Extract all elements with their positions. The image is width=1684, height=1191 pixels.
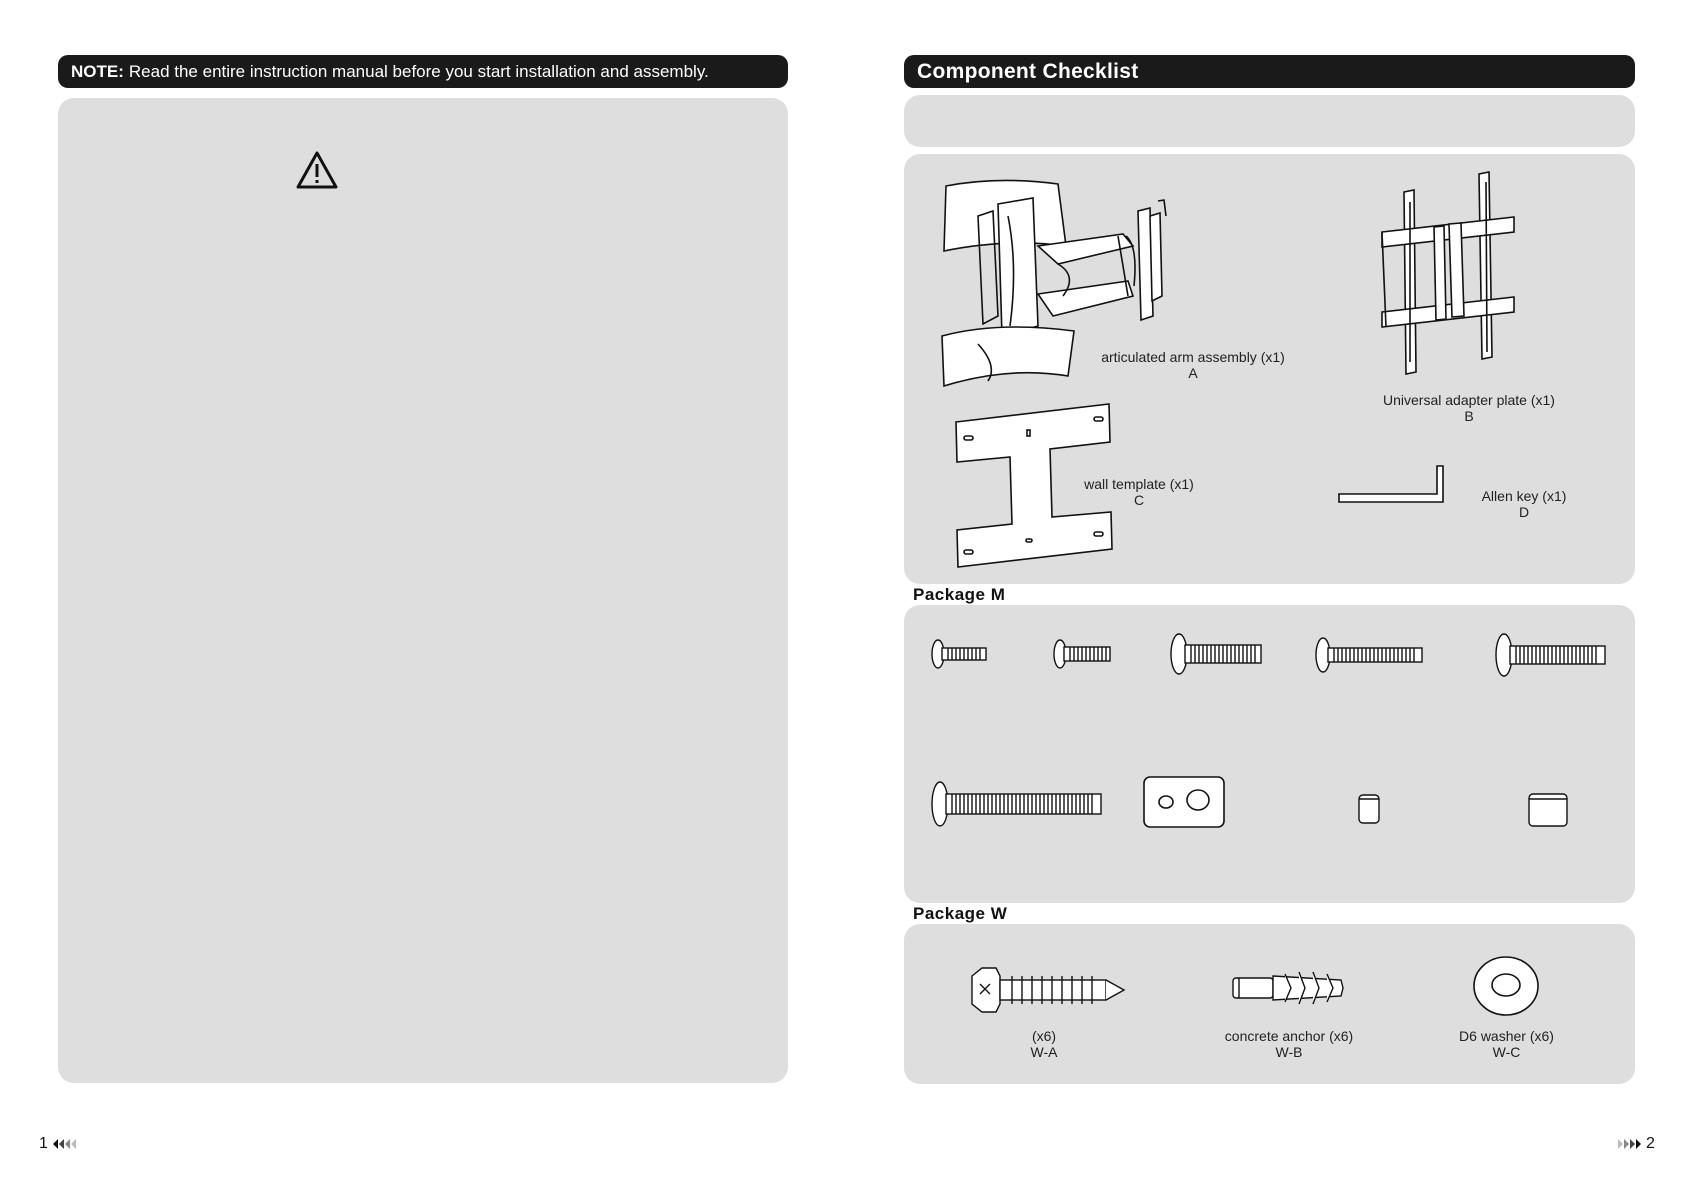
part-a-code: A — [1188, 365, 1198, 381]
part-a-caption — [1078, 349, 1308, 381]
screw-m8x45-illustration — [930, 779, 1105, 829]
part-b-name: Universal adapter plate (x1) — [1383, 392, 1555, 408]
screw-m4x12-illustration — [930, 638, 990, 670]
concrete-anchor-illustration — [1229, 966, 1349, 1010]
part-d-code: D — [1518, 504, 1530, 520]
allen-key-illustration — [1337, 464, 1447, 509]
right-page-number-text: 2 — [1646, 1135, 1655, 1152]
left-page-number — [39, 1135, 76, 1153]
part-a-name: articulated arm assembly (x1) — [1101, 349, 1285, 365]
page-prev-arrows-icon — [52, 1138, 76, 1150]
spacer-plate-illustration — [1140, 773, 1228, 831]
lag-bolt-illustration — [968, 964, 1128, 1016]
warning-icon — [295, 150, 339, 190]
safety-panel — [58, 98, 788, 1083]
washer-illustration — [1471, 954, 1541, 1018]
item-wa-name: (x6) — [1031, 1028, 1057, 1044]
package-w-label: Package W — [913, 904, 1008, 923]
part-d-name: Allen key (x1) — [1481, 488, 1567, 504]
part-b-code: B — [1464, 408, 1474, 424]
adapter-plate-illustration — [1374, 172, 1524, 377]
screw-m6x30-illustration — [1494, 632, 1609, 678]
right-page-number — [1618, 1135, 1655, 1153]
item-wa-caption — [994, 1028, 1094, 1060]
part-c-caption — [1064, 476, 1214, 508]
item-wb-caption — [1204, 1028, 1374, 1060]
item-wa-code: W-A — [1030, 1044, 1058, 1060]
spacer-large-illustration — [1526, 791, 1570, 829]
main-parts-panel — [904, 154, 1635, 584]
note-label: NOTE: — [71, 61, 124, 81]
package-w-panel — [904, 924, 1635, 1084]
item-wc-name: D6 washer (x6) — [1459, 1028, 1554, 1044]
spacer-small-illustration — [1356, 791, 1382, 827]
part-d-caption — [1464, 488, 1584, 520]
item-wb-name: concrete anchor (x6) — [1224, 1028, 1354, 1044]
part-c-name: wall template (x1) — [1084, 476, 1194, 492]
item-wb-code: W-B — [1275, 1044, 1303, 1060]
screw-m6x16-illustration — [1169, 632, 1264, 676]
note-banner — [58, 55, 788, 88]
package-m-panel — [904, 605, 1635, 903]
package-m-label: Package M — [913, 585, 1006, 604]
left-page-number-text: 1 — [39, 1135, 48, 1152]
note-text: Read the entire instruction manual before you start installation and assembly. — [128, 61, 709, 81]
item-wc-caption — [1444, 1028, 1569, 1060]
part-b-caption — [1364, 392, 1574, 424]
screw-m5x12-illustration — [1052, 638, 1114, 670]
component-checklist-header — [904, 55, 1635, 88]
screw-m5x30-illustration — [1314, 636, 1426, 674]
checklist-intro-panel — [904, 95, 1635, 147]
checklist-title: Component Checklist — [917, 59, 1139, 83]
item-wc-code: W-C — [1492, 1044, 1521, 1060]
page-next-arrows-icon — [1618, 1138, 1642, 1150]
part-c-code: C — [1133, 492, 1145, 508]
